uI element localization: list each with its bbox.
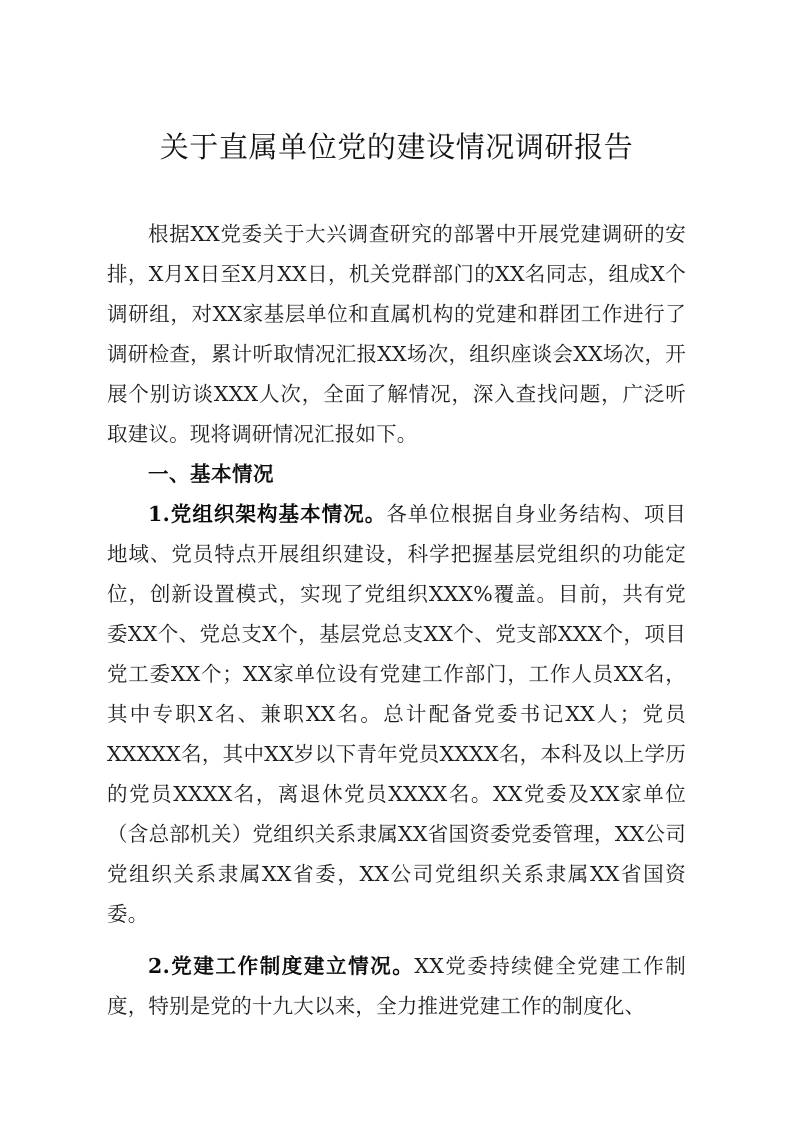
paragraph-item-2-lead: 2.党建工作制度建立情况。: [148, 954, 415, 978]
paragraph-intro: 根据XX党委关于大兴调查研究的部署中开展党建调研的安排，X月X日至X月XX日，机关党群部门的XX名同志，组成X个调研组，对XX家基层单位和直属机构的党建和群团工作进行了调研检查，累计听取情况汇报XX场次，组织座谈会XX场次，开展个别访谈XXX人次，全面了解情况，深入查找问题，广泛听取建议。现将调研情况汇报如下。: [107, 222, 686, 446]
paragraph-item-2: [107, 946, 686, 1026]
section-heading-basic-situation: 一、基本情况: [148, 462, 274, 486]
page-title: 关于直属单位党的建设情况调研报告: [159, 130, 634, 164]
paragraph-item-1: [107, 494, 686, 934]
paragraph-item-1-text: 各单位根据自身业务结构、项目地域、党员特点开展组织建设，科学把握基层党组织的功能定位，创新设置模式，实现了党组织XXX%覆盖。目前，共有党委XX个、党总支X个，基层党总支XX个、党支部XXX个，项目党工委XX个；XX家单位设有党建工作部门，工作人员XX名，其中专职X名、兼职XX名。总计配备党委书记XX人；党员XXXXX名，其中XX岁以下青年党员XXXX名，本科及以上学历的党员XXXX名，离退休党员XXXX名。XX党委及XX家单位（含总部机关）党组织关系隶属XX省国资委党委管理，XX公司党组织关系隶属XX省委，XX公司党组织关系隶属XX省国资委。: [107, 502, 686, 926]
document-body: [107, 214, 686, 1026]
paragraph-item-1-lead: 1.党组织架构基本情况。: [148, 502, 387, 526]
paragraph-item-2-text: XX党委持续健全党建工作制度，特别是党的十九大以来，全力推进党建工作的制度化、: [107, 954, 686, 1018]
